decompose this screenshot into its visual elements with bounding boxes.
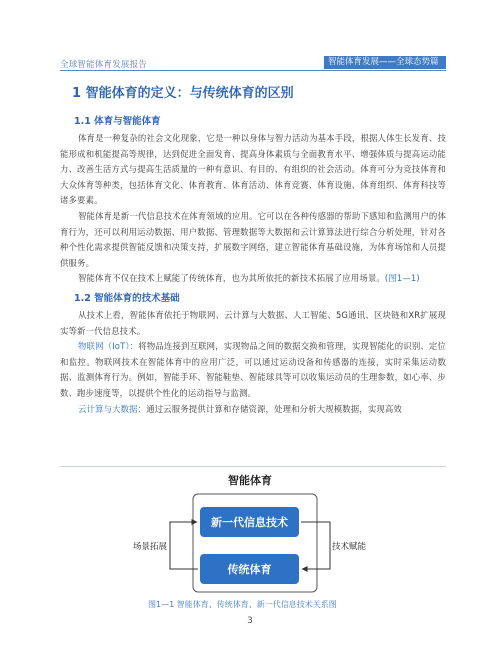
- page-header: [0, 0, 500, 70]
- page-number: 3: [247, 616, 253, 626]
- paragraph-sport-definition: 体育是一种复杂的社会文化现象，它是一种以身体与智力活动为基本手段，根据人体生长发育、技能形成和机能提高等规律，达到促进全面发育、提高身体素质与全面教育水平、增强体质与提高运动能力、改善生活方式与提高生活质量的一种有意识、有目的、有组织的社会活动。体育可分为竞技体育和大众体育等种类，包括体育文化、体育教育、体育活动、体育竞赛、体育设施、体育组织、体育科技等诸多要素。: [60, 133, 446, 206]
- cloud-text: 通过云服务提供计算和存储资源，处理和分析大规模数据，实现高效: [146, 403, 402, 414]
- section-heading: 1 智能体育的定义：与传统体育的区别: [72, 86, 294, 101]
- right-arrow-label: 技术赋能: [331, 542, 367, 552]
- paragraph-iot: [60, 339, 446, 401]
- figure-reference-link[interactable]: (图1—1): [384, 273, 420, 284]
- header-chapter-tag: 智能体育发展——全球态势篇: [324, 56, 446, 69]
- figure-caption: 图1—1 智能体育、传统体育、新一代信息技术关系图: [148, 600, 337, 609]
- header-rule: [60, 70, 446, 71]
- diagram-svg: [0, 470, 500, 600]
- paragraph-empowerment: [60, 271, 446, 287]
- empowerment-text: 智能体育不仅在技术上赋能了传统体育，也为其所依托的新技术拓展了应用场景。: [78, 273, 385, 284]
- figure-divider: [60, 466, 446, 467]
- paragraph-cloud-bigdata: [60, 402, 446, 418]
- cloud-term: 云计算与大数据：: [78, 403, 147, 414]
- left-arrow-label: 场景拓展: [132, 542, 168, 552]
- paragraph-tech-overview: 从技术上看，智能体育依托于物联网、云计算与大数据、人工智能、5G通讯、区块链和XR扩展现实等新一代信息技术。: [60, 309, 446, 336]
- top-box-label: 新一代信息技术: [211, 516, 288, 529]
- iot-term: 物联网（IoT）：: [78, 341, 139, 352]
- iot-text: 将物品连接到互联网，实现物品之间的数据交换和管理，实现智能化的识别、定位和监控。物联网技术在智能体育中的应用广泛，可以通过运动设备和传感器的连接，实时采集运动数据、监测体育行为。例如，智能手环、智能鞋垫、智能球具等可以收集运动员的生理参数，如心率、步数、跑步速度等，以提供个性化的运动指导与监测。: [60, 341, 446, 398]
- diagram-title: 智能体育: [228, 474, 272, 487]
- relationship-diagram: [0, 470, 500, 600]
- subsection-heading-1-1: 1.1 体育与智能体育: [74, 116, 161, 127]
- header-report-title: 全球智能体育发展报告: [60, 60, 148, 70]
- bottom-box-label: 传统体育: [227, 563, 272, 576]
- subsection-heading-1-2: 1.2 智能体育的技术基础: [74, 292, 180, 304]
- paragraph-smart-sport-definition: 智能体育是新一代信息技术在体育领域的应用。它可以在各种传感器的帮助下感知和监测用户的体育行为，还可以利用运动数据、用户数据、管理数据等大数据和云计算算法进行综合分析处理，针对各种个性化需求提供智能反馈和决策支持，扩展数字网络，建立智能体育基础设施，为体育场馆和人员提供服务。: [60, 210, 446, 268]
- main-content: [60, 78, 446, 417]
